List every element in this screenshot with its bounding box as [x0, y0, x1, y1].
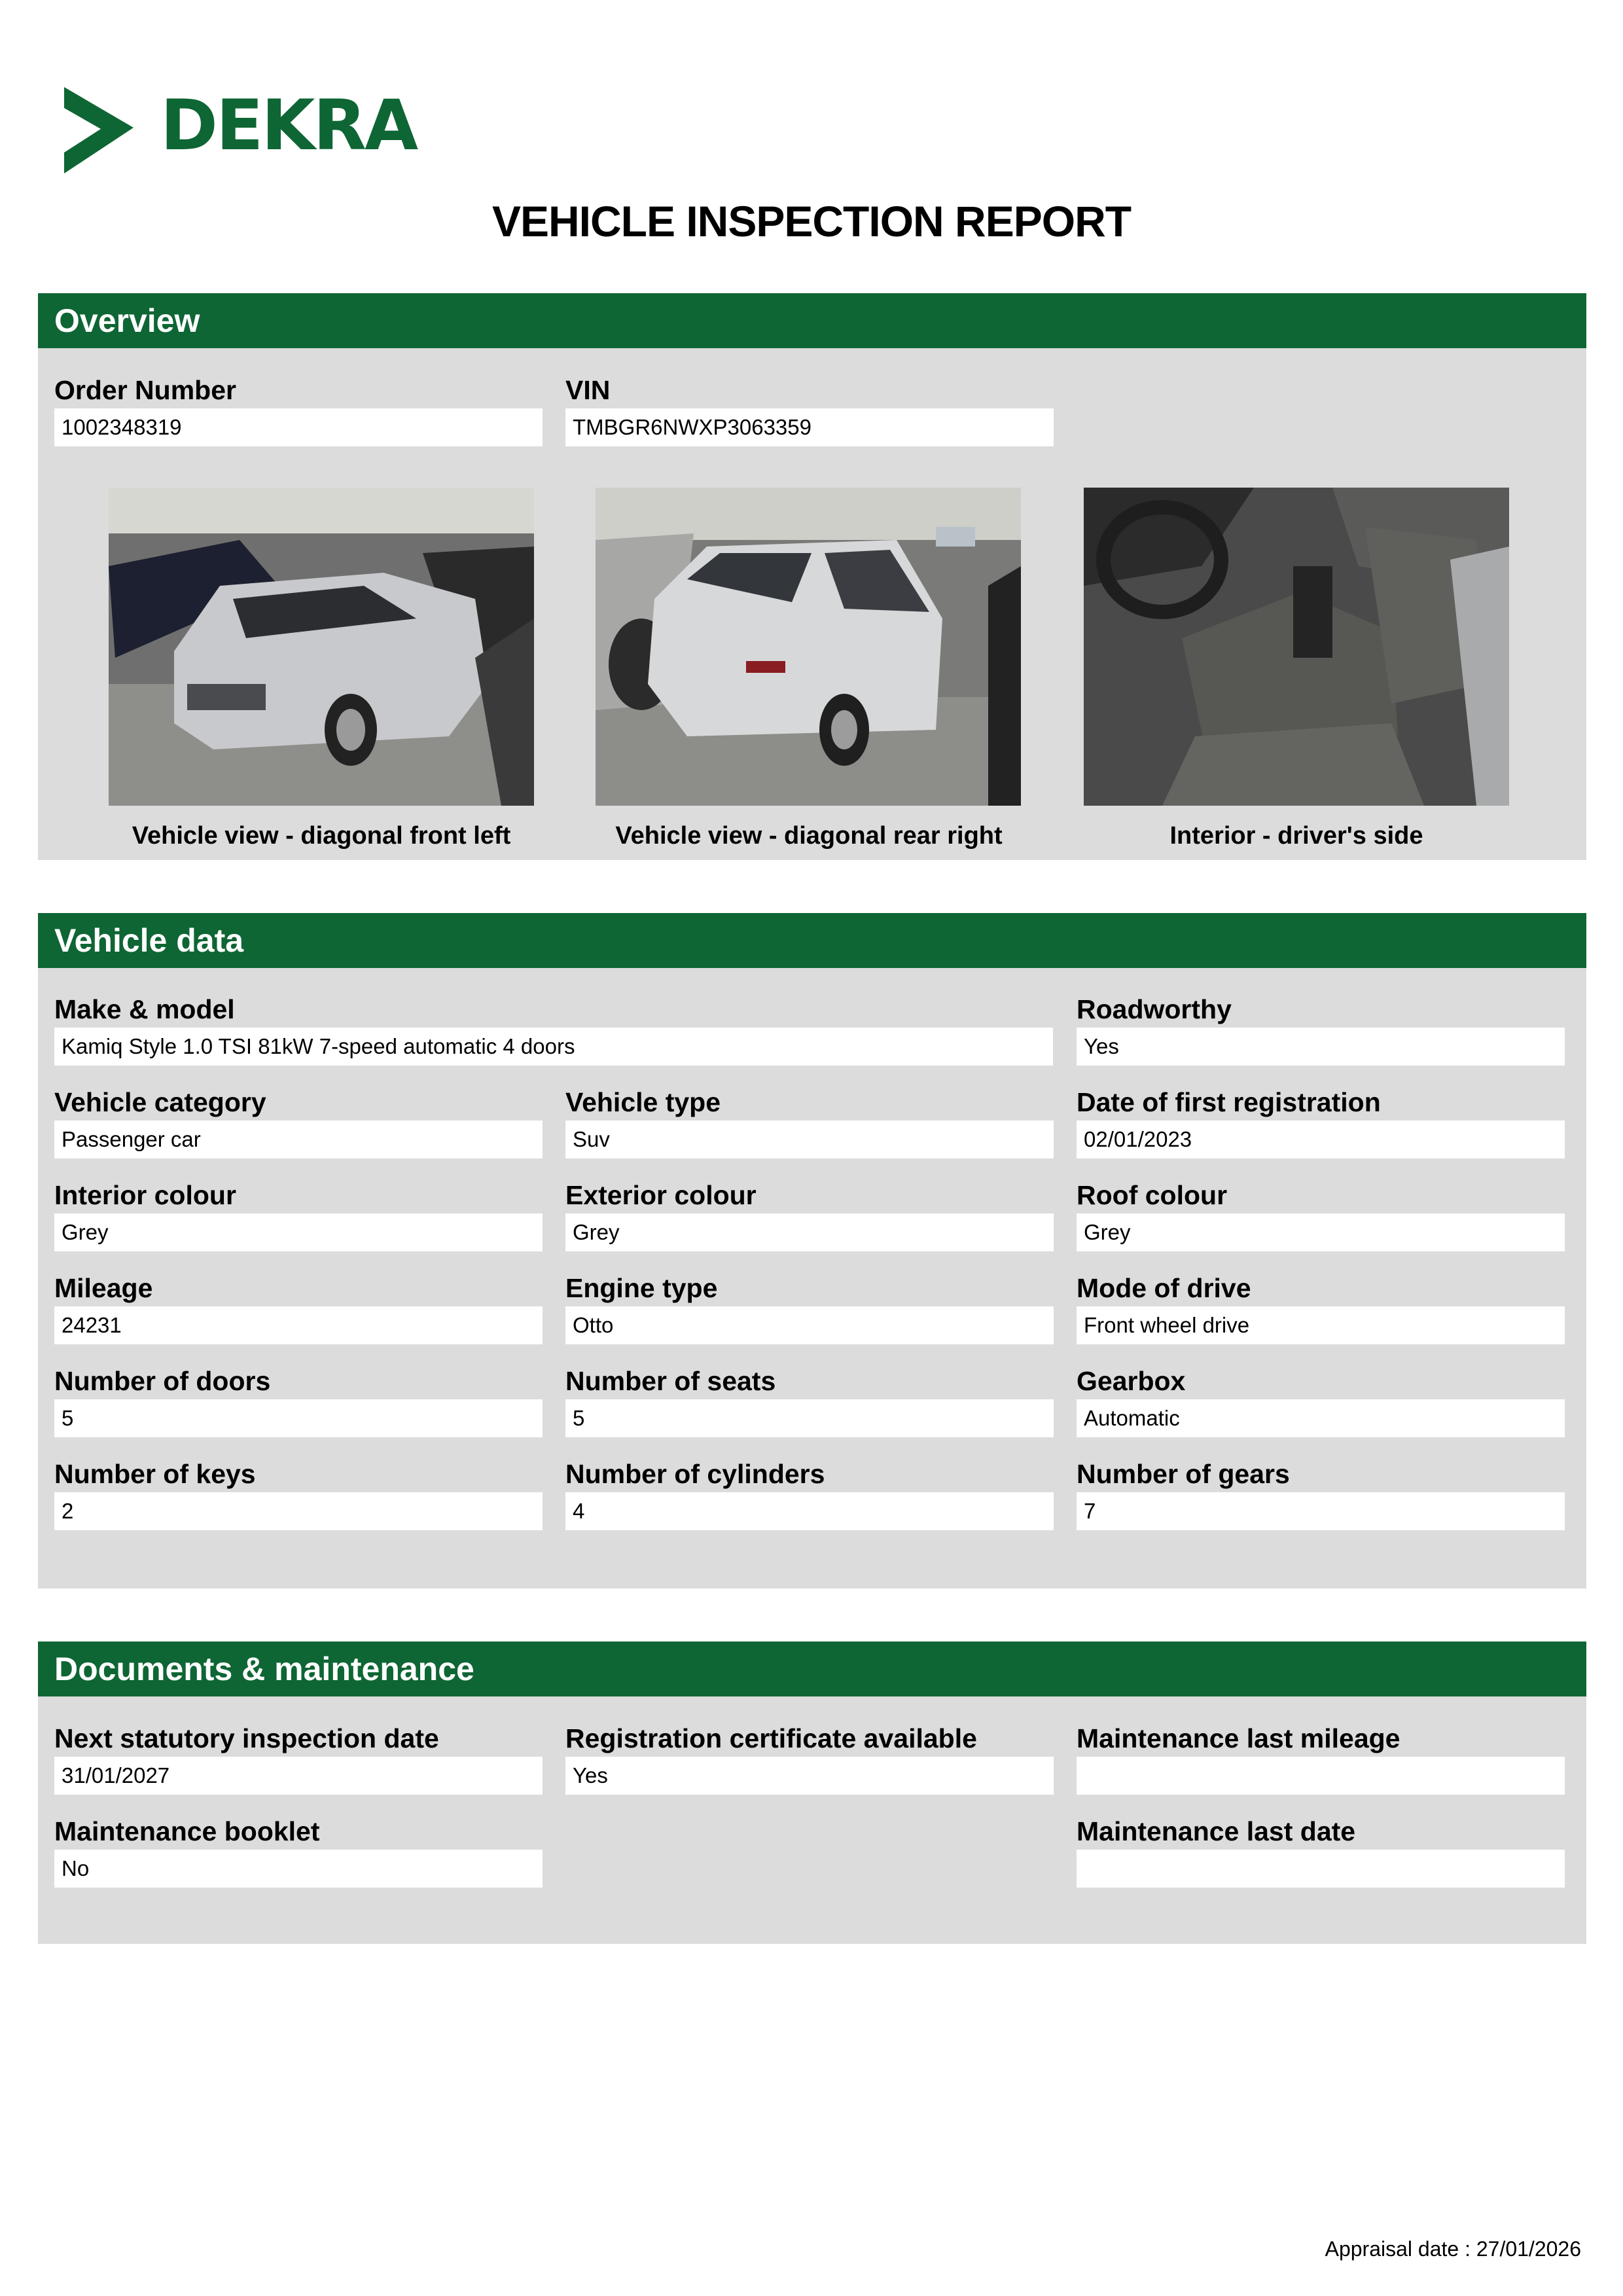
vehicle-type-field [565, 1086, 1054, 1158]
overview-section [38, 293, 1586, 860]
field-value: Kamiq Style 1.0 TSI 81kW 7-speed automatic 4 doors [54, 1028, 1053, 1066]
field-label: Mode of drive [1077, 1273, 1251, 1303]
field-label: Date of first registration [1077, 1087, 1381, 1117]
engine-type-field [565, 1272, 1054, 1344]
first-registration-field [1077, 1086, 1565, 1158]
photo-rear-right[interactable] [596, 488, 1021, 806]
photo-caption: Vehicle view - diagonal front left [132, 822, 511, 850]
photo-front-left[interactable] [109, 488, 534, 806]
field-label: Number of doors [54, 1366, 271, 1396]
mileage-field [54, 1272, 543, 1344]
vehicle-category-field [54, 1086, 543, 1158]
interior-colour-field [54, 1179, 543, 1251]
field-label: VIN [565, 375, 611, 405]
field-value: 24231 [54, 1306, 543, 1344]
field-label: Exterior colour [565, 1180, 757, 1210]
photo-caption: Interior - driver's side [1169, 822, 1423, 850]
field-value: 5 [54, 1399, 543, 1437]
field-label: Maintenance last mileage [1077, 1723, 1400, 1753]
gearbox-field [1077, 1365, 1565, 1437]
field-label: Mileage [54, 1273, 153, 1303]
documents-section [38, 1641, 1586, 1944]
field-value: 1002348319 [54, 408, 543, 446]
registration-certificate-field [565, 1723, 1054, 1795]
field-value: TMBGR6NWXP3063359 [565, 408, 1054, 446]
document-title: VEHICLE INSPECTION REPORT [491, 197, 1132, 245]
number-of-seats-field [565, 1365, 1054, 1437]
next-inspection-field [54, 1723, 543, 1795]
field-label: Number of gears [1077, 1459, 1290, 1489]
field-value: 2 [54, 1492, 543, 1530]
field-label: Gearbox [1077, 1366, 1186, 1396]
dekra-logo [59, 82, 417, 180]
field-label: Make & model [54, 994, 235, 1024]
vehicle-data-section [38, 913, 1586, 1588]
order-number-field [54, 374, 543, 446]
vehicle-data-heading: Vehicle data [38, 913, 1586, 968]
overview-heading: Overview [38, 293, 1586, 348]
field-label: Next statutory inspection date [54, 1723, 439, 1753]
field-label: Maintenance booklet [54, 1816, 320, 1846]
field-label: Interior colour [54, 1180, 236, 1210]
number-of-gears-field [1077, 1458, 1565, 1530]
field-value: Yes [565, 1757, 1054, 1795]
maintenance-last-mileage-field [1077, 1723, 1565, 1795]
number-of-doors-field [54, 1365, 543, 1437]
field-value: 02/01/2023 [1077, 1121, 1565, 1158]
field-value [1077, 1757, 1565, 1795]
field-label: Roadworthy [1077, 994, 1232, 1024]
field-value: Grey [54, 1213, 543, 1251]
exterior-colour-field [565, 1179, 1054, 1251]
field-value: Grey [1077, 1213, 1565, 1251]
photo-interior-driver-side[interactable] [1084, 488, 1509, 806]
number-of-keys-field [54, 1458, 543, 1530]
maintenance-last-date-field [1077, 1816, 1565, 1888]
field-label: Vehicle category [54, 1087, 266, 1117]
field-label: Roof colour [1077, 1180, 1228, 1210]
field-label: Number of keys [54, 1459, 256, 1489]
field-label: Vehicle type [565, 1087, 721, 1117]
field-value [1077, 1850, 1565, 1888]
field-value: Front wheel drive [1077, 1306, 1565, 1344]
field-value: 5 [565, 1399, 1054, 1437]
brand-name: DEKRA [160, 85, 417, 166]
field-label: Order Number [54, 375, 236, 405]
field-label: Registration certificate available [565, 1723, 977, 1753]
field-label: Number of seats [565, 1366, 776, 1396]
vin-field [565, 374, 1054, 446]
field-label: Number of cylinders [565, 1459, 825, 1489]
field-value: Passenger car [54, 1121, 543, 1158]
make-model-field [54, 994, 1053, 1066]
mode-of-drive-field [1077, 1272, 1565, 1344]
documents-heading: Documents & maintenance [38, 1641, 1586, 1696]
field-label: Engine type [565, 1273, 718, 1303]
maintenance-booklet-field [54, 1816, 543, 1888]
photo-caption: Vehicle view - diagonal rear right [615, 822, 1003, 850]
field-value: Otto [565, 1306, 1054, 1344]
roof-colour-field [1077, 1179, 1565, 1251]
field-value: 7 [1077, 1492, 1565, 1530]
field-value: Suv [565, 1121, 1054, 1158]
field-value: Grey [565, 1213, 1054, 1251]
field-value: Yes [1077, 1028, 1565, 1066]
roadworthy-field [1077, 994, 1565, 1066]
dekra-chevron-icon [59, 82, 137, 180]
field-value: No [54, 1850, 543, 1888]
field-label: Maintenance last date [1077, 1816, 1356, 1846]
field-value: 4 [565, 1492, 1054, 1530]
number-of-cylinders-field [565, 1458, 1054, 1530]
appraisal-date: Appraisal date : 27/01/2026 [1325, 2237, 1581, 2261]
field-value: 31/01/2027 [54, 1757, 543, 1795]
field-value: Automatic [1077, 1399, 1565, 1437]
